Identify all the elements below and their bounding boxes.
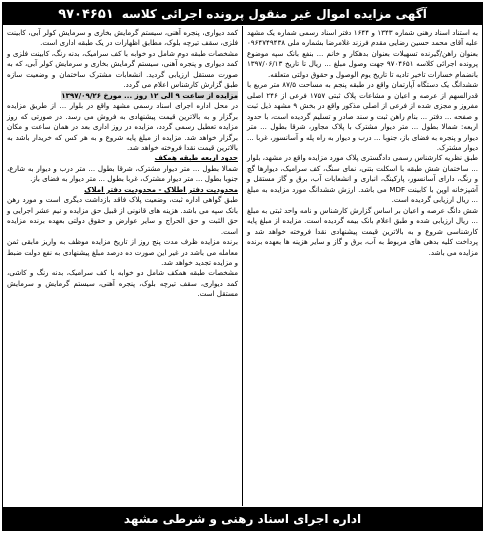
notice-header bbox=[3, 3, 482, 25]
left-paragraph-3: در محل اداره اجرای اسناد رسمی مشهد واقع در بلوار ... از طریق مزایده برگزار و به بالاترین قیمت پیشنهادی به فروش می رسد. در صورتی که روز مزایده تعطیل رسمی گردد، مزایده در روز اداری بعد در همان ساعت و مکان برگزار خواهد شد. مزایده از مبلغ پایه شروع و به هر کس که خریدار باشد به بالاترین قیمت نقدا فروخته خواهد شد. bbox=[7, 101, 238, 152]
boundaries-heading: حدود اربعه طبقه همکف bbox=[154, 153, 238, 163]
right-paragraph-4: شش دانگ عرصه و اعیان بر اساس گزارش کارشناس و نامه واحد ثبتی به مبلغ ... ریال ارزیابی شده و طبق اعلام بانک بیمه گردیده است. مزایده از مبلغ پایه کارشناسی شروع و به بالاترین قیمت پیشنهادی نقدا فروخته خواهد شد و پرداخت کلیه بدهی های مربوط به آب، برق و گاز و سایر هزینه ها بعهده برنده مزایده می باشد. bbox=[247, 205, 478, 257]
right-paragraph-3: طبق نظریه کارشناس رسمی دادگستری پلاک مورد مزایده واقع در مشهد، بلوار ... ساختمان شش طبقه با اسکلت بتنی، نمای سنگ، کف سرامیک، دیوارها گچ و رنگ، دارای آسانسور، پارکینگ، انباری و انشعابات آب، برق و گاز مستقل و آشپزخانه اوپن با کابینت MDF می باشد. ارزش ششدانگ مورد مزایده به مبلغ ... ریال ارزیابی گردیده است. bbox=[247, 153, 478, 205]
left-paragraph-4: شمالا بطول ... متر دیوار مشترک، شرقا بطول ... متر درب و دیوار به شارع، جنوبا بطول ... متر دیوار مشترک، غربا بطول ... متر دیوار به فضای باز. bbox=[7, 163, 238, 184]
issuing-office: اداره اجرای اسناد رهنی و شرطی مشهد bbox=[123, 511, 362, 526]
right-paragraph-1: به استناد اسناد رهنی شماره ۱۳۴۳ و ۱۶۴۴ دفتر اسناد رسمی شماره یک مشهد علیه آقای محمد حسین رضایی مقدم فرزند غلامرضا بشماره ملی ۰۹۶۴۷۴۹۴۳۸ بعنوان راهن/گیرنده تسهیلات بعنوان بدهکار و خانم ... بنفع بانک سپه موضوع پرونده اجرائی کلاسه ۹۷۰۴۶۵۱ جهت وصول مبلغ ... ریال تا تاریخ ۱۳۹۷/۰۶/۱۳ بانضمام خسارات تاخیر تادیه تا تاریخ یوم الوصول و حقوق دولتی متعلقه. bbox=[247, 28, 479, 79]
notice-page bbox=[2, 2, 483, 531]
notice-footer bbox=[3, 507, 482, 530]
restrictions-heading: محدودیت دفتر اطلاک - محدودیت دفتر املاک bbox=[84, 184, 238, 194]
notice-title: آگهی مزایده اموال غیر منقول پرونده اجرائی کلاسه bbox=[121, 7, 427, 21]
left-paragraph-7: مشخصات طبقه همکف شامل دو خوابه با کف سرامیک، بدنه رنگ و کاشی، کمد دیواری، سقف تیرچه بلوک، پنجره آهنی، سیستم گرمایش و سرمایش مستقل است. bbox=[7, 268, 238, 299]
left-paragraph-5: طبق گواهی اداره ثبت، وضعیت پلاک فاقد بازداشت دیگری است و مورد رهن بانک سپه می باشد. هزینه های قانونی از قبیل حق مزایده و نیم عشر اجرایی و حق الثبت و حق الحراج و سایر عوارض و حقوق دولتی بعهده برنده مزایده است. bbox=[7, 195, 238, 236]
notice-body bbox=[3, 26, 482, 506]
left-paragraph-6: برنده مزایده ظرف مدت پنج روز از تاریخ مزایده موظف به واریز مابقی ثمن معامله می باشد در غیر این صورت ده درصد مبلغ پیشنهادی به نفع دولت ضبط و مزایده تجدید خواهد شد. bbox=[7, 237, 238, 267]
left-column bbox=[3, 26, 243, 506]
left-paragraph-1: کمد دیواری، پنجره آهنی، سیستم گرمایش بخاری و سرمایش کولر آبی، کابینت فلزی، سقف تیرچه بلوک، مطابق اظهارات در یک طبقه اداری است. bbox=[7, 28, 238, 48]
right-column bbox=[243, 26, 482, 506]
right-paragraph-2: ششدانگ یک دستگاه آپارتمان واقع در طبقه پنجم به مساحت ۸۷/۵ متر مربع با قدرالسهم از عرصه و اعیان و مشاعات پلاک ثبتی ۱۷۵۷ فرعی از ۲۴۶ اصلی مفروز و مجزی شده از فرعی از اصلی مذکور واقع در بخش ۹ مشهد ذیل ثبت و صفحه ... دفتر ... بنام راهن ثبت و سند صادر و تسلیم گردیده است، با حدود اربعه: شمالا بطول ... متر دیوار مشترک با پلاک مجاور، شرقا بطول ... متر دیوار و پنجره به فضای باز، جنوبا ... درب و دیوار به راه پله و آسانسور، غربا ... دیوار مشترک. bbox=[247, 80, 479, 152]
auction-time-highlight: مزایده از ساعت ۹ الی ۱۲ روز ... مورخ ۱۳۹۷/۰۹/۲۶ bbox=[61, 90, 238, 100]
left-paragraph-2: مشخصات طبقه دوم شامل دو خوابه با کف سرامیک، بدنه رنگ، کابینت فلزی و کمد دیواری و پنجره آهنی، سیستم گرمایش بخاری و سرمایش کولر آبی، که به صورت مستقل ارزیابی گردید. انشعابات مشترک ساختمان و وضعیت سازه طبق گزارش کارشناس اعلام می گردد. bbox=[7, 48, 238, 90]
case-number: ۹۷۰۴۶۵۱ bbox=[58, 6, 114, 22]
